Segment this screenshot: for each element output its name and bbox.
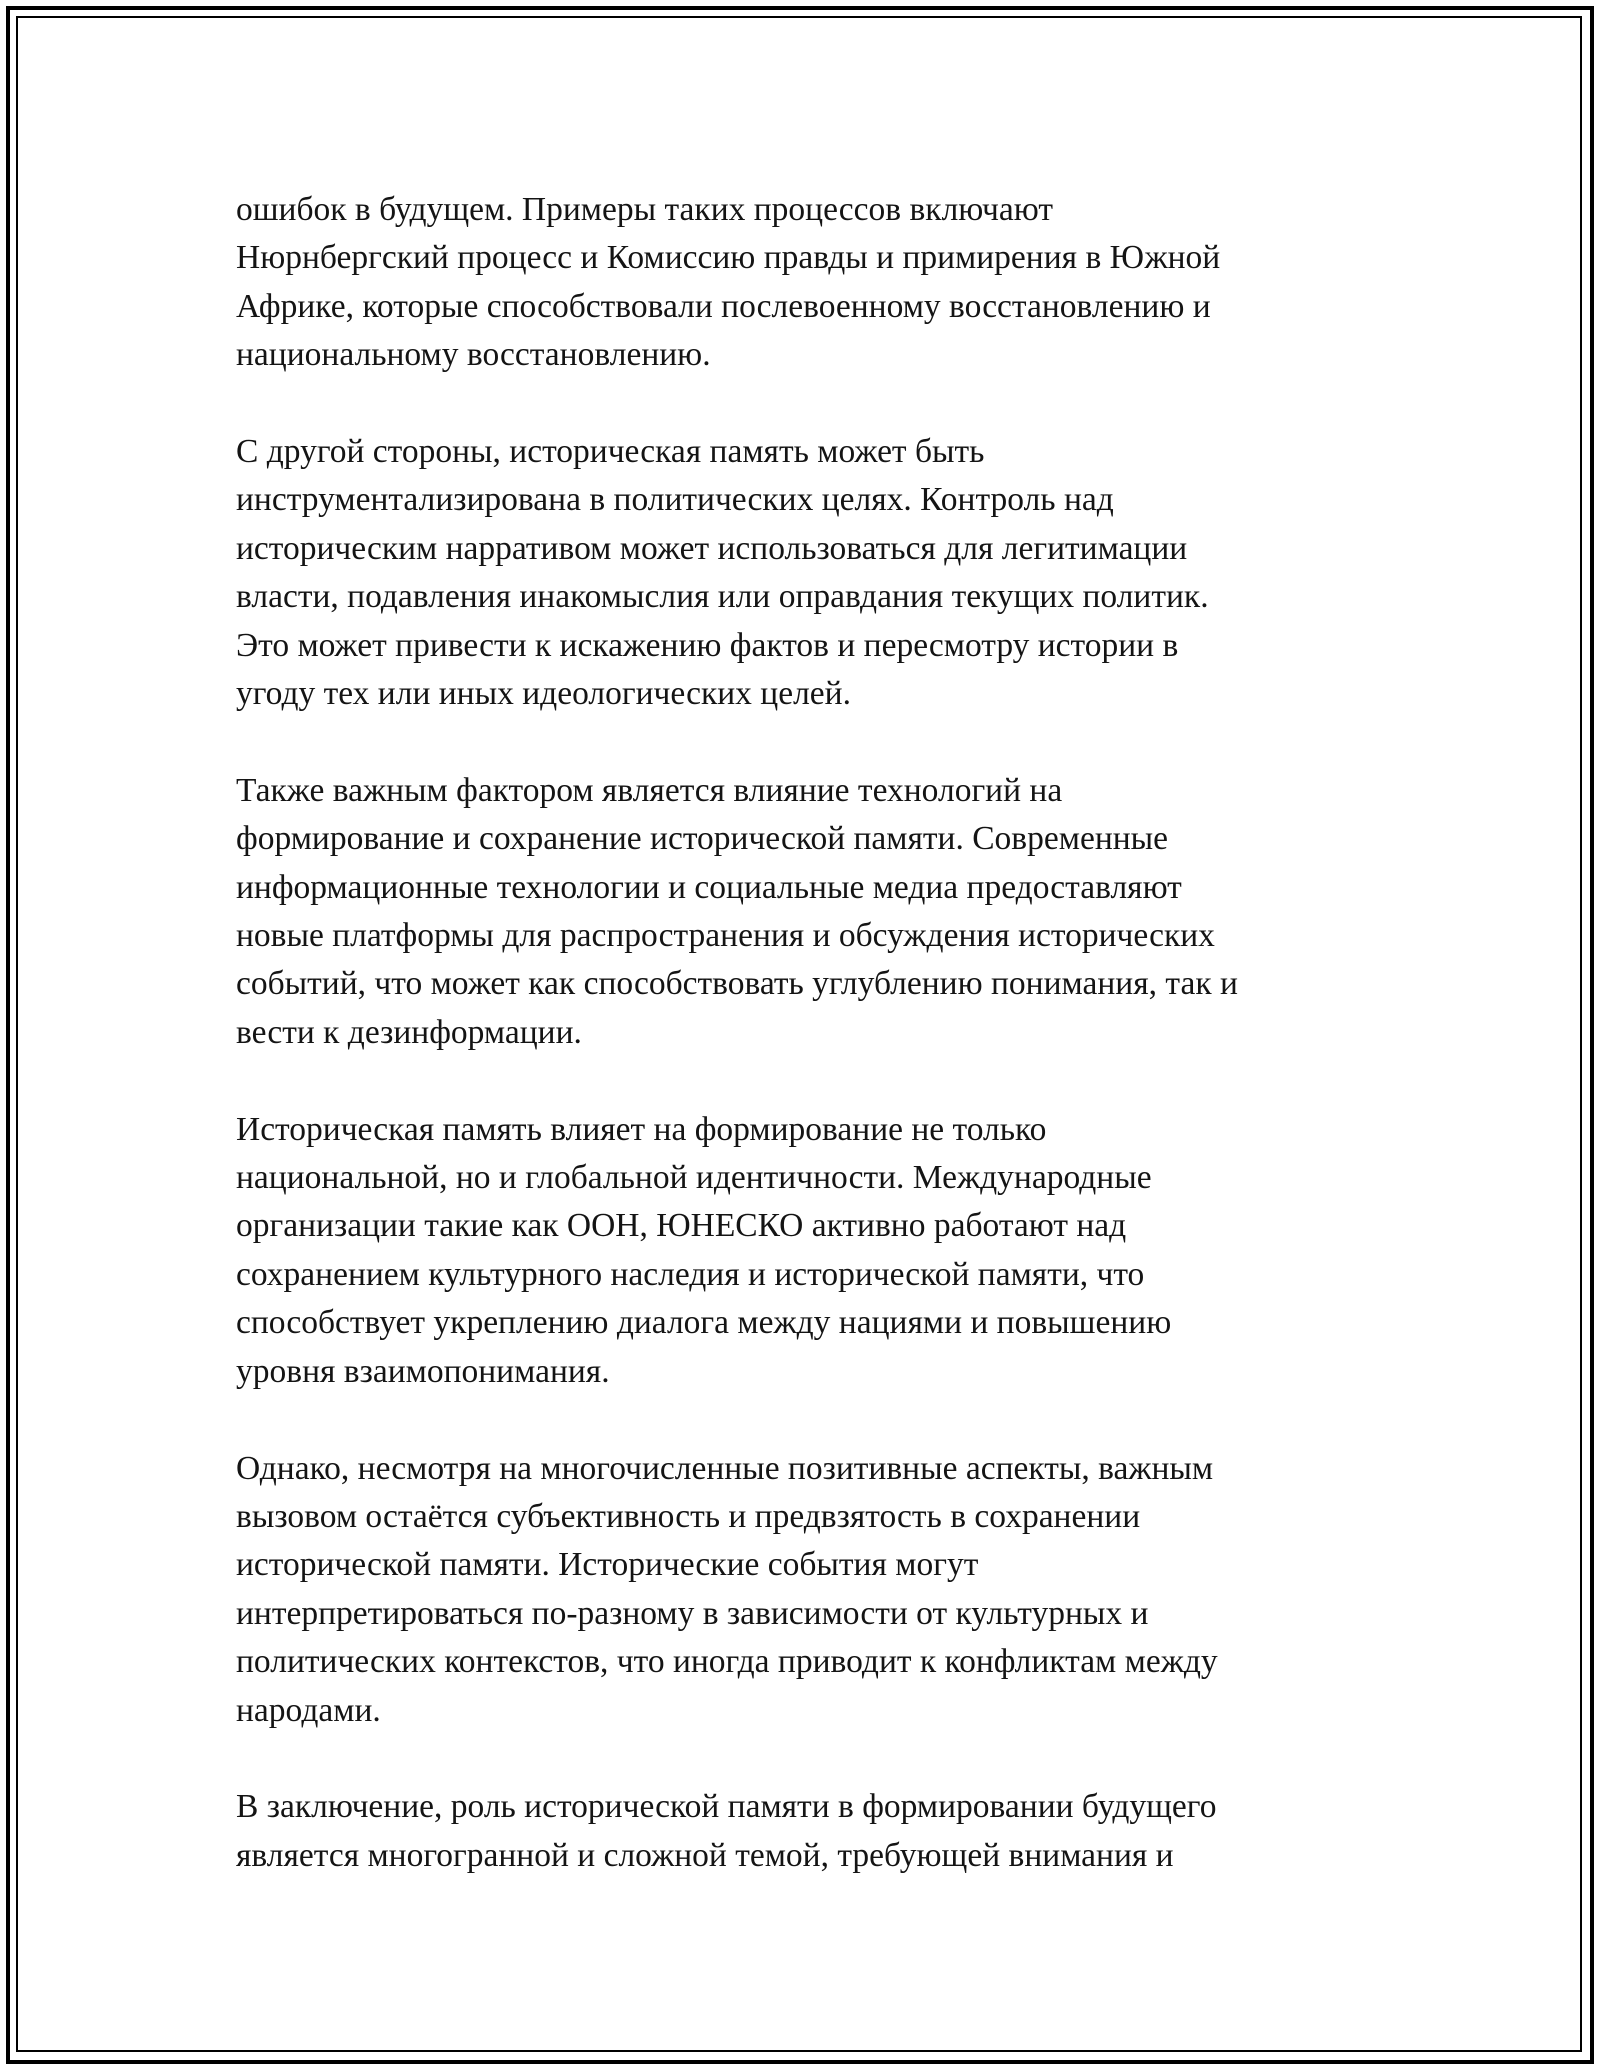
text-line: власти, подавления инакомыслия или оправдания текущих политик. (236, 578, 1209, 616)
text-line: интерпретироваться по-разному в зависимости от культурных и (236, 1594, 1149, 1632)
text-line: С другой стороны, историческая память может быть (236, 433, 985, 471)
text-line: формирование и сохранение исторической памяти. Современные (236, 820, 1169, 858)
paragraph-5 (236, 1445, 1366, 1735)
text-line: угоду тех или иных идеологических целей. (236, 675, 851, 713)
paragraph-3 (236, 767, 1366, 1057)
text-line: политических контекстов, что иногда приводит к конфликтам между (236, 1643, 1218, 1681)
text-line: В заключение, роль исторической памяти в формировании будущего (236, 1788, 1217, 1826)
text-line: историческим нарративом может использоваться для легитимации (236, 529, 1188, 567)
paragraph-2 (236, 428, 1366, 718)
text-line: информационные технологии и социальные медиа предоставляют (236, 868, 1182, 906)
paragraph-4 (236, 1106, 1366, 1396)
text-line: ошибок в будущем. Примеры таких процессов включают (236, 191, 1053, 228)
paragraph-6 (236, 1783, 1366, 1880)
text-line: Историческая память влияет на формирование не только (236, 1110, 1047, 1148)
text-line: новые платформы для распространения и обсуждения исторических (236, 917, 1215, 955)
text-line: сохранением культурного наследия и исторической памяти, что (236, 1255, 1145, 1293)
text-line: народами. (236, 1691, 381, 1729)
text-line: вести к дезинформации. (236, 1013, 582, 1051)
text-line: Однако, несмотря на многочисленные позитивные аспекты, важным (236, 1449, 1214, 1487)
text-line: национальной, но и глобальной идентичности. Международные (236, 1159, 1152, 1197)
paragraph-1 (236, 186, 1366, 380)
document-body (236, 186, 1366, 1929)
text-line: событий, что может как способствовать углублению понимания, так и (236, 965, 1238, 1003)
text-line: национальному восстановлению. (236, 336, 711, 374)
text-line: Также важным фактором является влияние технологий на (236, 771, 1063, 809)
text-line: способствует укреплению диалога между нациями и повышению (236, 1304, 1172, 1342)
text-line: инструментализирована в политических целях. Контроль над (236, 481, 1114, 519)
text-line: организации такие как ООН, ЮНЕСКО активно работают над (236, 1207, 1127, 1245)
text-line: Африке, которые способствовали послевоенному восстановлению и (236, 287, 1211, 325)
text-line: исторической памяти. Исторические события могут (236, 1546, 979, 1584)
text-line: является многогранной и сложной темой, требующей внимания и (236, 1836, 1174, 1874)
text-line: уровня взаимопонимания. (236, 1352, 610, 1390)
text-line: вызовом остаётся субъективность и предвзятость в сохранении (236, 1497, 1141, 1535)
text-line: Это может привести к искажению фактов и пересмотру истории в (236, 626, 1179, 664)
text-line: Нюрнбергский процесс и Комиссию правды и примирения в Южной (236, 239, 1221, 277)
